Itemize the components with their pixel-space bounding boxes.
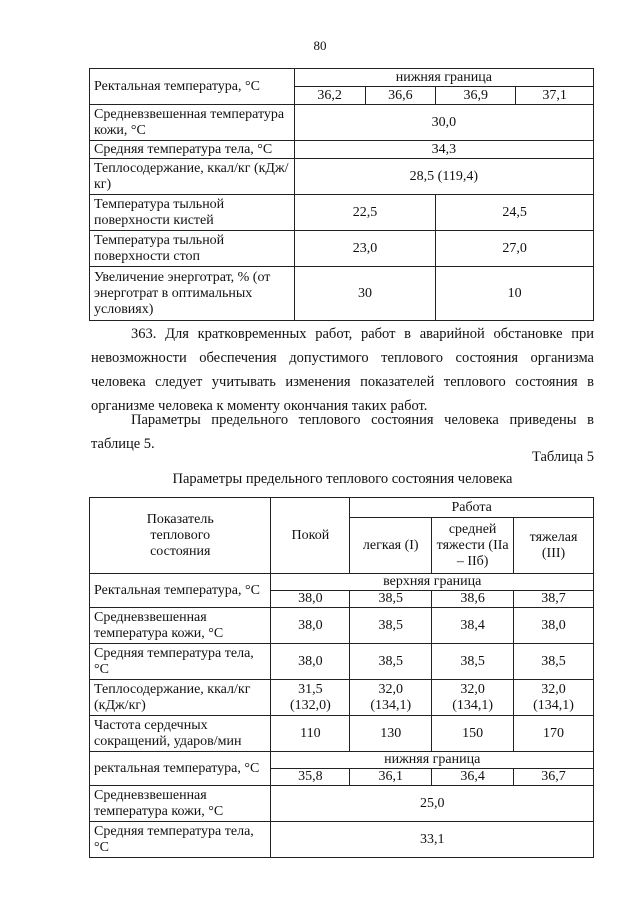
row-label: Теплосодержание, ккал/кг (кДж/кг) bbox=[90, 680, 271, 716]
cell: 38,7 bbox=[514, 591, 594, 608]
row-label: Средняя температура тела, °С bbox=[90, 822, 271, 858]
cell: 36,4 bbox=[432, 769, 514, 786]
row-label: Теплосодержание, ккал/кг (кДж/кг) bbox=[90, 159, 295, 195]
cell: 38,4 bbox=[432, 608, 514, 644]
cell: 38,0 bbox=[514, 608, 594, 644]
paragraph-text: 363. Для кратковременных работ, работ в аварийной обстановке при невозможности обеспечения допустимого теплового состояния организма человека следует учитывать изменения показателей теплового состояния в организме человека к моменту окончания таких работ. bbox=[91, 326, 594, 414]
cell: 22,5 bbox=[294, 195, 436, 231]
cell: 36,6 bbox=[365, 87, 436, 105]
header-indicator: Показатель теплового состояния bbox=[90, 498, 271, 574]
cell: 38,5 bbox=[350, 608, 432, 644]
header-heavy: тяжелая (III) bbox=[514, 518, 594, 574]
cell: 38,5 bbox=[350, 644, 432, 680]
cell: 130 bbox=[350, 716, 432, 752]
row-label: Увеличение энерготрат, % (от энерготрат в оптимальных условиях) bbox=[90, 267, 295, 321]
paragraph-text: Параметры предельного теплового состояния человека приведены в таблице 5. bbox=[91, 412, 594, 452]
cell: 33,1 bbox=[271, 822, 594, 858]
cell: 38,5 bbox=[514, 644, 594, 680]
cell: 38,0 bbox=[271, 644, 350, 680]
row-label: Частота сердечных сокращений, ударов/мин bbox=[90, 716, 271, 752]
cell: 37,1 bbox=[516, 87, 594, 105]
row-label: ректальная температура, °С bbox=[90, 752, 271, 786]
table-title: Параметры предельного теплового состояния человека bbox=[172, 471, 513, 487]
cell: 38,5 bbox=[432, 644, 514, 680]
cell: 31,5 (132,0) bbox=[271, 680, 350, 716]
cell: 25,0 bbox=[271, 786, 594, 822]
subheader: нижняя граница bbox=[294, 69, 593, 87]
cell: 36,2 bbox=[294, 87, 365, 105]
cell: 30 bbox=[294, 267, 436, 321]
cell: 10 bbox=[436, 267, 594, 321]
cell: 24,5 bbox=[436, 195, 594, 231]
cell: 30,0 bbox=[294, 105, 593, 141]
subheader: нижняя граница bbox=[271, 752, 594, 769]
row-label: Средневзвешенная температура кожи, °С bbox=[90, 786, 271, 822]
cell: 170 bbox=[514, 716, 594, 752]
row-label: Ректальная температура, °С bbox=[90, 574, 271, 608]
cell: 32,0 (134,1) bbox=[350, 680, 432, 716]
cell: 36,7 bbox=[514, 769, 594, 786]
cell: 23,0 bbox=[294, 231, 436, 267]
cell: 38,5 bbox=[350, 591, 432, 608]
row-label: Температура тыльной поверхности стоп bbox=[90, 231, 295, 267]
table-number: Таблица 5 bbox=[531, 449, 594, 465]
page-number: 80 bbox=[313, 38, 327, 53]
cell: 28,5 (119,4) bbox=[294, 159, 593, 195]
row-label: Ректальная температура, °С bbox=[90, 69, 295, 105]
row-label: Средневзвешенная температура кожи, °С bbox=[90, 105, 295, 141]
table-continuation bbox=[89, 68, 594, 321]
header-work: Работа bbox=[350, 498, 594, 518]
cell: 38,6 bbox=[432, 591, 514, 608]
row-label: Средняя температура тела, °С bbox=[90, 644, 271, 680]
cell: 36,9 bbox=[436, 87, 516, 105]
row-label: Температура тыльной поверхности кистей bbox=[90, 195, 295, 231]
cell: 36,1 bbox=[350, 769, 432, 786]
cell: 150 bbox=[432, 716, 514, 752]
cell: 32,0 (134,1) bbox=[432, 680, 514, 716]
table-5 bbox=[89, 497, 594, 858]
cell: 34,3 bbox=[294, 141, 593, 159]
cell: 32,0 (134,1) bbox=[514, 680, 594, 716]
header-light: легкая (I) bbox=[350, 518, 432, 574]
cell: 110 bbox=[271, 716, 350, 752]
cell: 27,0 bbox=[436, 231, 594, 267]
cell: 35,8 bbox=[271, 769, 350, 786]
subheader: верхняя граница bbox=[271, 574, 594, 591]
paragraph bbox=[91, 322, 594, 418]
cell: 38,0 bbox=[271, 608, 350, 644]
row-label: Средневзвешенная температура кожи, °С bbox=[90, 608, 271, 644]
cell: 38,0 bbox=[271, 591, 350, 608]
header-rest: Покой bbox=[271, 498, 350, 574]
header-medium: средней тяжести (IIа – IIб) bbox=[432, 518, 514, 574]
row-label: Средняя температура тела, °С bbox=[90, 141, 295, 159]
